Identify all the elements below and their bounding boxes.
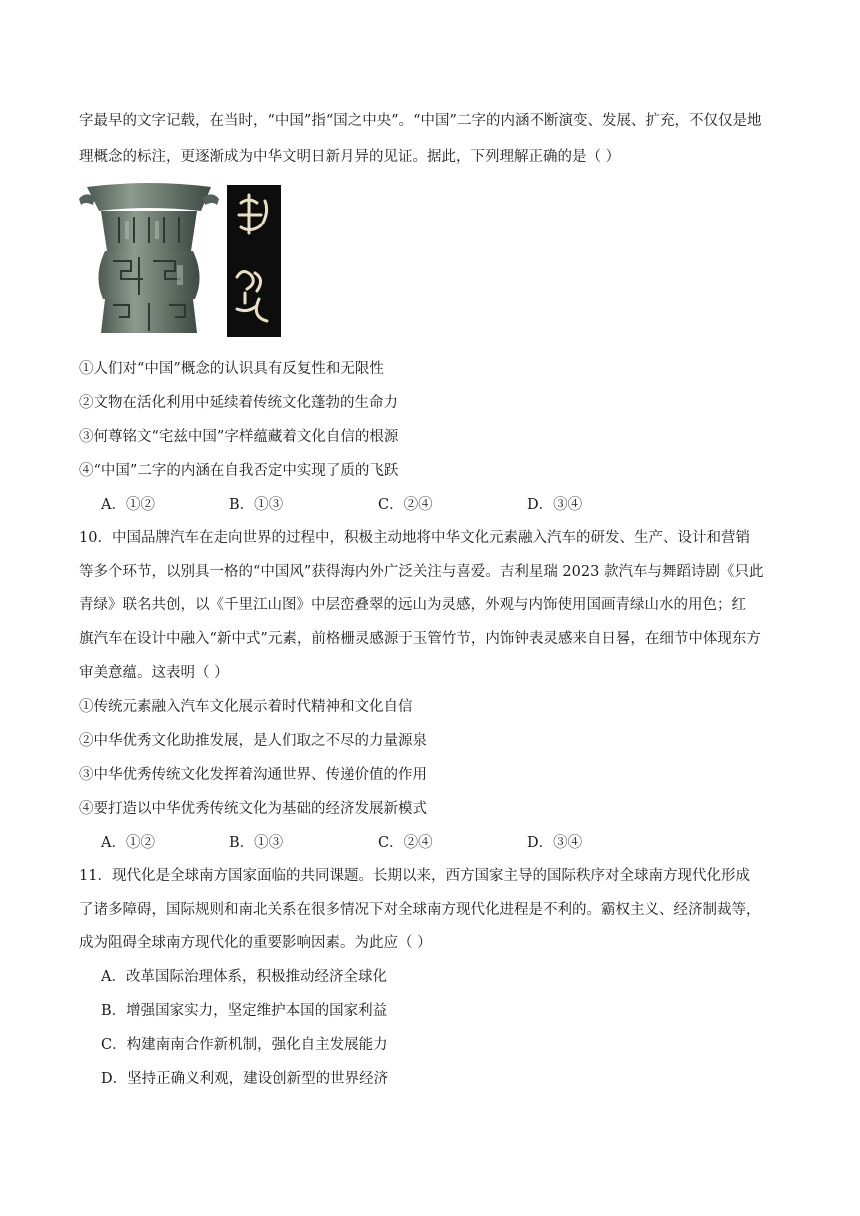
q11-option-a[interactable]: A．改革国际治理体系，积极推动经济全球化 [101, 969, 387, 985]
q10-item-2: ②中华优秀文化助推发展，是人们取之不尽的力量源泉 [79, 733, 427, 749]
he-zun-figure-icon [79, 181, 285, 339]
q9-figure [79, 181, 285, 339]
q10-item-1: ①传统元素融入汽车文化展示着时代精神和文化自信 [79, 699, 413, 715]
q10-option-a[interactable]: A．①② [101, 835, 155, 851]
q11-stem-line-2: 了诸多障碍，国际规则和南北关系在很多情况下对全球南方现代化进程是不利的。霸权主义、经济制裁等， [79, 902, 761, 918]
q9-option-d[interactable]: D．③④ [527, 497, 583, 513]
q11-stem-line-3: 成为阻碍全球南方现代化的重要影响因素。为此应（ ） [79, 935, 432, 951]
q9-item-3: ③何尊铭文“宅兹中国”字样蕴藏着文化自信的根源 [79, 429, 399, 445]
q9-stem-line-2: 理概念的标注，更逐渐成为中华文明日新月异的见证。据此，下列理解正确的是（ ） [79, 149, 621, 165]
q11-option-d[interactable]: D．坚持正确义利观，建设创新型的世界经济 [101, 1071, 389, 1087]
q10-option-b[interactable]: B．①③ [229, 835, 284, 851]
q10-option-d[interactable]: D．③④ [527, 835, 583, 851]
bronze-vessel-icon [79, 183, 219, 333]
q10-stem-line-1: 10．中国品牌汽车在走向世界的过程中，积极主动地将中华文化元素融入汽车的研发、生产、设计和营销 [79, 530, 750, 546]
q9-option-a[interactable]: A．①② [101, 497, 155, 513]
q9-item-2: ②文物在活化利用中延续着传统文化蓬勃的生命力 [79, 395, 398, 411]
q10-option-c[interactable]: C．②④ [378, 835, 433, 851]
q9-item-4: ④“中国”二字的内涵在自我否定中实现了质的飞跃 [79, 463, 399, 479]
q10-item-4: ④要打造以中华优秀传统文化为基础的经济发展新模式 [79, 801, 427, 817]
q11-option-b[interactable]: B．增强国家实力，坚定维护本国的国家利益 [101, 1003, 388, 1019]
q10-stem-line-4: 旗汽车在设计中融入“新中式”元素，前格栅灵感源于玉管竹节，内饰钟表灵感来自日晷，在细节中体现东方 [79, 631, 761, 647]
q10-item-3: ③中华优秀传统文化发挥着沟通世界、传递价值的作用 [79, 767, 427, 783]
q9-stem-line-1: 字最早的文字记载，在当时，“中国”指“国之中央”。“中国”二字的内涵不断演变、发展、扩充，不仅仅是地 [79, 113, 762, 129]
q10-stem-line-2: 等多个环节，以别具一格的“中国风”获得海内外广泛关注与喜爱。吉利星瑞 2023 款汽车与舞蹈诗剧《只此 [79, 564, 764, 580]
q10-stem-line-5: 审美意蕴。这表明（ ） [79, 665, 229, 681]
q10-stem-line-3: 青绿》联名共创，以《千里江山图》中层峦叠翠的远山为灵感，外观与内饰使用国画青绿山水的用色；红 [79, 597, 746, 613]
q11-stem-line-1: 11．现代化是全球南方国家面临的共同课题。长期以来，西方国家主导的国际秩序对全球南方现代化形成 [79, 868, 750, 884]
q11-option-c[interactable]: C．构建南南合作新机制，强化自主发展能力 [101, 1037, 388, 1053]
inscription-rubbing-icon [227, 185, 281, 337]
q9-option-b[interactable]: B．①③ [229, 497, 284, 513]
q9-option-c[interactable]: C．②④ [378, 497, 433, 513]
q9-item-1: ①人们对“中国”概念的认识具有反复性和无限性 [79, 361, 384, 377]
